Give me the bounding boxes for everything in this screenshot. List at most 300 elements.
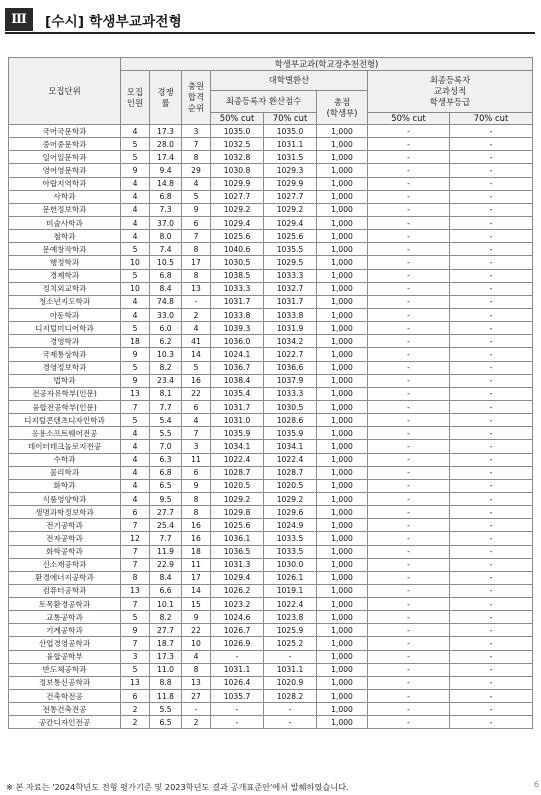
cell-grade-70: -: [450, 269, 533, 282]
cell-major: 토목환경공학과: [9, 598, 121, 611]
cell-grade-50: -: [368, 322, 450, 335]
cell-major: 전공자유학부(인문): [9, 387, 121, 400]
cell-grade-70: -: [450, 230, 533, 243]
cell-major: 경제학과: [9, 269, 121, 282]
cell-grade-70: -: [450, 703, 533, 716]
cell-score-70: 1029.2: [264, 492, 317, 505]
cell-waitlist: 2: [182, 716, 211, 729]
table-row: [9, 164, 533, 177]
cell-grade-70: -: [450, 348, 533, 361]
cell-grade-50: -: [368, 676, 450, 689]
cell-ratio: 7.4: [150, 243, 182, 256]
cell-waitlist: 8: [182, 663, 211, 676]
cell-grade-70: -: [450, 216, 533, 229]
cell-grade-70: -: [450, 624, 533, 637]
cell-quota: 9: [121, 348, 150, 361]
cell-major: 경영정보학과: [9, 361, 121, 374]
cell-score-50: 1033.3: [211, 282, 264, 295]
cell-ratio: 6.6: [150, 584, 182, 597]
cell-total: 1,000: [317, 519, 368, 532]
cell-quota: 10: [121, 256, 150, 269]
cell-major: 응용소프트웨어전공: [9, 427, 121, 440]
cell-ratio: 7.0: [150, 440, 182, 453]
cell-waitlist: 9: [182, 203, 211, 216]
cell-ratio: 27.7: [150, 506, 182, 519]
cell-score-70: 1031.7: [264, 295, 317, 308]
cell-grade-70: -: [450, 138, 533, 151]
cell-quota: 4: [121, 216, 150, 229]
cell-total: 1,000: [317, 151, 368, 164]
cell-quota: 5: [121, 611, 150, 624]
table-row: [9, 361, 533, 374]
cell-waitlist: 27: [182, 690, 211, 703]
cell-quota: 8: [121, 571, 150, 584]
cell-grade-70: -: [450, 519, 533, 532]
cell-grade-70: -: [450, 440, 533, 453]
cell-grade-70: -: [450, 151, 533, 164]
cell-score-50: 1035.0: [211, 125, 264, 138]
cell-grade-50: -: [368, 282, 450, 295]
cell-score-50: 1025.6: [211, 519, 264, 532]
cell-total: 1,000: [317, 532, 368, 545]
cell-quota: 3: [121, 650, 150, 663]
cell-grade-70: -: [450, 361, 533, 374]
cell-grade-70: -: [450, 453, 533, 466]
table-row: [9, 138, 533, 151]
cell-grade-50: -: [368, 532, 450, 545]
cell-ratio: 23.4: [150, 374, 182, 387]
cell-total: 1,000: [317, 138, 368, 151]
cell-quota: 18: [121, 335, 150, 348]
cell-major: 정치외교학과: [9, 282, 121, 295]
cell-score-70: 1022.4: [264, 453, 317, 466]
cell-grade-70: -: [450, 308, 533, 321]
cell-waitlist: 5: [182, 361, 211, 374]
table-row: [9, 624, 533, 637]
cell-waitlist: 16: [182, 519, 211, 532]
cell-score-70: 1033.5: [264, 532, 317, 545]
table-row: [9, 374, 533, 387]
cell-ratio: 11.0: [150, 663, 182, 676]
cell-total: 1,000: [317, 387, 368, 400]
cell-grade-70: -: [450, 282, 533, 295]
cell-total: 1,000: [317, 125, 368, 138]
cell-score-70: 1032.7: [264, 282, 317, 295]
cell-grade-50: -: [368, 427, 450, 440]
header-quota: 모집 인원: [121, 71, 150, 125]
cell-grade-50: -: [368, 519, 450, 532]
cell-grade-50: -: [368, 558, 450, 571]
cell-waitlist: 7: [182, 230, 211, 243]
header-total: 총점 (학생부): [317, 91, 368, 125]
cell-total: 1,000: [317, 308, 368, 321]
cell-score-50: 1036.5: [211, 545, 264, 558]
cell-total: 1,000: [317, 164, 368, 177]
cell-total: 1,000: [317, 716, 368, 729]
cell-grade-50: -: [368, 466, 450, 479]
cell-score-50: 1040.6: [211, 243, 264, 256]
cell-grade-50: -: [368, 374, 450, 387]
cell-score-50: 1035.9: [211, 427, 264, 440]
table-row: [9, 440, 533, 453]
cell-total: 1,000: [317, 690, 368, 703]
cell-grade-50: -: [368, 308, 450, 321]
cell-ratio: 33.0: [150, 308, 182, 321]
cell-quota: 9: [121, 374, 150, 387]
header-by-univ: 대학별환산: [211, 71, 368, 91]
cell-score-50: 1034.1: [211, 440, 264, 453]
cell-score-50: 1030.5: [211, 256, 264, 269]
cell-ratio: 9.4: [150, 164, 182, 177]
cell-score-70: 1028.7: [264, 466, 317, 479]
cell-quota: 7: [121, 400, 150, 413]
cell-score-50: 1031.7: [211, 295, 264, 308]
cell-total: 1,000: [317, 440, 368, 453]
table-row: [9, 703, 533, 716]
cell-quota: 7: [121, 519, 150, 532]
cell-grade-50: -: [368, 361, 450, 374]
table-row: [9, 663, 533, 676]
cell-quota: 5: [121, 414, 150, 427]
cell-waitlist: 7: [182, 138, 211, 151]
table-row: [9, 125, 533, 138]
table-row: [9, 295, 533, 308]
cell-grade-70: -: [450, 243, 533, 256]
cell-major: 중어중문학과: [9, 138, 121, 151]
cell-waitlist: 9: [182, 479, 211, 492]
cell-grade-50: -: [368, 703, 450, 716]
table-row: [9, 190, 533, 203]
cell-score-50: -: [211, 716, 264, 729]
cell-waitlist: 8: [182, 269, 211, 282]
cell-quota: 7: [121, 545, 150, 558]
cell-score-50: 1025.6: [211, 230, 264, 243]
cell-score-70: 1036.6: [264, 361, 317, 374]
cell-score-50: 1022.4: [211, 453, 264, 466]
table-row: [9, 230, 533, 243]
cell-score-50: 1026.7: [211, 624, 264, 637]
cell-ratio: 6.5: [150, 716, 182, 729]
cell-total: 1,000: [317, 624, 368, 637]
cell-grade-50: -: [368, 216, 450, 229]
header-score-50: 50% cut: [211, 113, 264, 125]
header-final-score: 최종등록자 환산점수: [211, 91, 317, 113]
section-title: [수시] 학생부교과전형: [45, 13, 182, 30]
cell-major: 국제통상학과: [9, 348, 121, 361]
cell-score-50: 1036.0: [211, 335, 264, 348]
cell-score-50: 1029.2: [211, 203, 264, 216]
cell-grade-50: -: [368, 125, 450, 138]
table-row: [9, 256, 533, 269]
cell-score-50: 1026.2: [211, 584, 264, 597]
cell-waitlist: 18: [182, 545, 211, 558]
header-grade-group: 최종등록자 교과성적 학생부등급: [368, 71, 533, 113]
cell-ratio: 7.3: [150, 203, 182, 216]
cell-total: 1,000: [317, 571, 368, 584]
cell-total: 1,000: [317, 506, 368, 519]
cell-total: 1,000: [317, 492, 368, 505]
cell-waitlist: 8: [182, 151, 211, 164]
cell-quota: 10: [121, 282, 150, 295]
cell-score-50: 1035.7: [211, 690, 264, 703]
cell-quota: 5: [121, 138, 150, 151]
cell-score-50: 1036.1: [211, 532, 264, 545]
cell-major: 디지털콘텐츠디자인학과: [9, 414, 121, 427]
cell-total: 1,000: [317, 703, 368, 716]
cell-score-70: 1034.2: [264, 335, 317, 348]
admission-results-table: [8, 57, 533, 729]
cell-major: 문헌정보학과: [9, 203, 121, 216]
cell-quota: 13: [121, 676, 150, 689]
cell-ratio: 25.4: [150, 519, 182, 532]
cell-total: 1,000: [317, 348, 368, 361]
table-row: [9, 151, 533, 164]
header-group: 학생부교과(학교장추천전형): [121, 58, 533, 71]
cell-score-50: 1038.4: [211, 374, 264, 387]
page-number: 6: [533, 780, 539, 789]
cell-score-50: 1029.4: [211, 216, 264, 229]
cell-grade-50: -: [368, 203, 450, 216]
cell-score-50: 1026.9: [211, 637, 264, 650]
cell-total: 1,000: [317, 269, 368, 282]
table-row: [9, 716, 533, 729]
cell-waitlist: 10: [182, 637, 211, 650]
cell-total: 1,000: [317, 243, 368, 256]
cell-grade-50: -: [368, 151, 450, 164]
cell-score-70: 1022.7: [264, 348, 317, 361]
cell-quota: 5: [121, 269, 150, 282]
cell-ratio: 37.0: [150, 216, 182, 229]
header-grade-50: 50% cut: [368, 113, 450, 125]
cell-ratio: 5.4: [150, 414, 182, 427]
cell-grade-50: -: [368, 598, 450, 611]
cell-grade-50: -: [368, 492, 450, 505]
cell-score-70: 1019.1: [264, 584, 317, 597]
cell-score-70: 1029.4: [264, 216, 317, 229]
cell-major: 데이터테크놀로지전공: [9, 440, 121, 453]
cell-score-70: 1029.9: [264, 177, 317, 190]
cell-grade-70: -: [450, 690, 533, 703]
cell-ratio: 17.3: [150, 125, 182, 138]
cell-score-70: 1024.9: [264, 519, 317, 532]
cell-total: 1,000: [317, 230, 368, 243]
cell-ratio: 6.5: [150, 479, 182, 492]
cell-major: 아랍지역학과: [9, 177, 121, 190]
cell-grade-70: -: [450, 190, 533, 203]
cell-ratio: 11.8: [150, 690, 182, 703]
cell-score-70: 1035.9: [264, 427, 317, 440]
cell-ratio: 8.4: [150, 282, 182, 295]
cell-ratio: 8.0: [150, 230, 182, 243]
cell-grade-70: -: [450, 611, 533, 624]
cell-score-50: 1033.8: [211, 308, 264, 321]
cell-score-50: 1029.4: [211, 571, 264, 584]
cell-grade-50: -: [368, 190, 450, 203]
table-row: [9, 479, 533, 492]
cell-grade-50: -: [368, 348, 450, 361]
table-row: [9, 571, 533, 584]
cell-score-50: 1029.2: [211, 492, 264, 505]
cell-quota: 4: [121, 295, 150, 308]
cell-total: 1,000: [317, 453, 368, 466]
cell-waitlist: 15: [182, 598, 211, 611]
table-row: [9, 348, 533, 361]
cell-grade-70: -: [450, 558, 533, 571]
cell-quota: 7: [121, 558, 150, 571]
cell-score-50: 1032.8: [211, 151, 264, 164]
cell-score-50: 1024.1: [211, 348, 264, 361]
table-row: [9, 282, 533, 295]
cell-waitlist: 4: [182, 322, 211, 335]
cell-quota: 5: [121, 243, 150, 256]
cell-waitlist: 22: [182, 387, 211, 400]
cell-score-70: 1029.6: [264, 506, 317, 519]
cell-quota: 13: [121, 387, 150, 400]
table-row: [9, 690, 533, 703]
cell-ratio: 5.5: [150, 427, 182, 440]
cell-waitlist: 3: [182, 125, 211, 138]
cell-waitlist: 17: [182, 256, 211, 269]
cell-score-50: 1029.9: [211, 177, 264, 190]
cell-total: 1,000: [317, 216, 368, 229]
cell-total: 1,000: [317, 545, 368, 558]
cell-score-70: 1033.5: [264, 545, 317, 558]
cell-ratio: 27.7: [150, 624, 182, 637]
cell-score-50: 1032.5: [211, 138, 264, 151]
cell-waitlist: 13: [182, 282, 211, 295]
cell-waitlist: 7: [182, 427, 211, 440]
cell-score-50: 1024.6: [211, 611, 264, 624]
cell-major: 공간디자인전공: [9, 716, 121, 729]
cell-grade-70: -: [450, 203, 533, 216]
header-grade-70: 70% cut: [450, 113, 533, 125]
header-waitlist: 충원 합격 순위: [182, 71, 211, 125]
cell-major: 산업경영공학과: [9, 637, 121, 650]
cell-total: 1,000: [317, 361, 368, 374]
cell-score-70: 1031.1: [264, 663, 317, 676]
cell-quota: 5: [121, 151, 150, 164]
cell-quota: 4: [121, 427, 150, 440]
table-row: [9, 322, 533, 335]
cell-grade-50: -: [368, 716, 450, 729]
cell-total: 1,000: [317, 637, 368, 650]
cell-score-70: 1028.2: [264, 690, 317, 703]
cell-score-50: 1020.5: [211, 479, 264, 492]
cell-grade-70: -: [450, 414, 533, 427]
cell-major: 국어국문학과: [9, 125, 121, 138]
cell-quota: 12: [121, 532, 150, 545]
cell-score-70: 1029.2: [264, 203, 317, 216]
cell-ratio: 6.0: [150, 322, 182, 335]
table-row: [9, 598, 533, 611]
cell-grade-70: -: [450, 466, 533, 479]
cell-grade-50: -: [368, 637, 450, 650]
cell-major: 전기공학과: [9, 519, 121, 532]
cell-grade-70: -: [450, 295, 533, 308]
cell-ratio: 6.8: [150, 269, 182, 282]
cell-score-70: 1035.0: [264, 125, 317, 138]
cell-waitlist: 41: [182, 335, 211, 348]
cell-grade-70: -: [450, 400, 533, 413]
cell-waitlist: 5: [182, 190, 211, 203]
cell-grade-70: -: [450, 374, 533, 387]
cell-grade-70: -: [450, 322, 533, 335]
cell-total: 1,000: [317, 282, 368, 295]
cell-quota: 7: [121, 637, 150, 650]
cell-major: 교통공학과: [9, 611, 121, 624]
cell-quota: 4: [121, 308, 150, 321]
cell-major: 행정학과: [9, 256, 121, 269]
cell-major: 신소재공학과: [9, 558, 121, 571]
cell-ratio: 10.3: [150, 348, 182, 361]
cell-grade-50: -: [368, 650, 450, 663]
table-row: [9, 545, 533, 558]
cell-major: 수학과: [9, 453, 121, 466]
cell-waitlist: 9: [182, 611, 211, 624]
cell-score-70: 1031.9: [264, 322, 317, 335]
cell-score-70: 1025.2: [264, 637, 317, 650]
cell-quota: 4: [121, 453, 150, 466]
cell-waitlist: 14: [182, 584, 211, 597]
cell-quota: 4: [121, 479, 150, 492]
table-row: [9, 519, 533, 532]
cell-major: 식품영양학과: [9, 492, 121, 505]
table-row: [9, 269, 533, 282]
cell-grade-50: -: [368, 506, 450, 519]
cell-score-50: 1028.7: [211, 466, 264, 479]
table-row: [9, 335, 533, 348]
cell-waitlist: 13: [182, 676, 211, 689]
section-number-badge: Ⅲ: [5, 8, 33, 31]
cell-score-70: -: [264, 716, 317, 729]
header-major: 모집단위: [9, 58, 121, 125]
cell-grade-50: -: [368, 256, 450, 269]
cell-total: 1,000: [317, 663, 368, 676]
cell-score-70: 1034.1: [264, 440, 317, 453]
cell-total: 1,000: [317, 558, 368, 571]
footnote: ※ 본 자료는 '2024학년도 전형 평가기준 및 2023학년도 결과 공개표준안'에서 발췌하였습니다.: [6, 782, 349, 792]
cell-grade-70: -: [450, 637, 533, 650]
cell-quota: 6: [121, 506, 150, 519]
cell-quota: 9: [121, 164, 150, 177]
cell-score-70: 1020.9: [264, 676, 317, 689]
cell-ratio: 5.5: [150, 703, 182, 716]
cell-grade-50: -: [368, 690, 450, 703]
cell-ratio: 7.7: [150, 400, 182, 413]
cell-grade-50: -: [368, 663, 450, 676]
cell-score-70: 1022.4: [264, 598, 317, 611]
cell-grade-50: -: [368, 230, 450, 243]
cell-major: 전통건축전공: [9, 703, 121, 716]
table-row: [9, 466, 533, 479]
cell-major: 청소년지도학과: [9, 295, 121, 308]
cell-score-50: -: [211, 703, 264, 716]
cell-grade-70: -: [450, 584, 533, 597]
cell-grade-70: -: [450, 177, 533, 190]
cell-score-70: 1029.5: [264, 256, 317, 269]
cell-total: 1,000: [317, 650, 368, 663]
cell-grade-50: -: [368, 138, 450, 151]
cell-grade-70: -: [450, 663, 533, 676]
cell-score-50: 1027.7: [211, 190, 264, 203]
cell-grade-50: -: [368, 611, 450, 624]
cell-major: 미술사학과: [9, 216, 121, 229]
cell-ratio: 10.1: [150, 598, 182, 611]
cell-waitlist: 4: [182, 650, 211, 663]
cell-grade-70: -: [450, 571, 533, 584]
cell-score-50: 1030.8: [211, 164, 264, 177]
cell-grade-70: -: [450, 492, 533, 505]
